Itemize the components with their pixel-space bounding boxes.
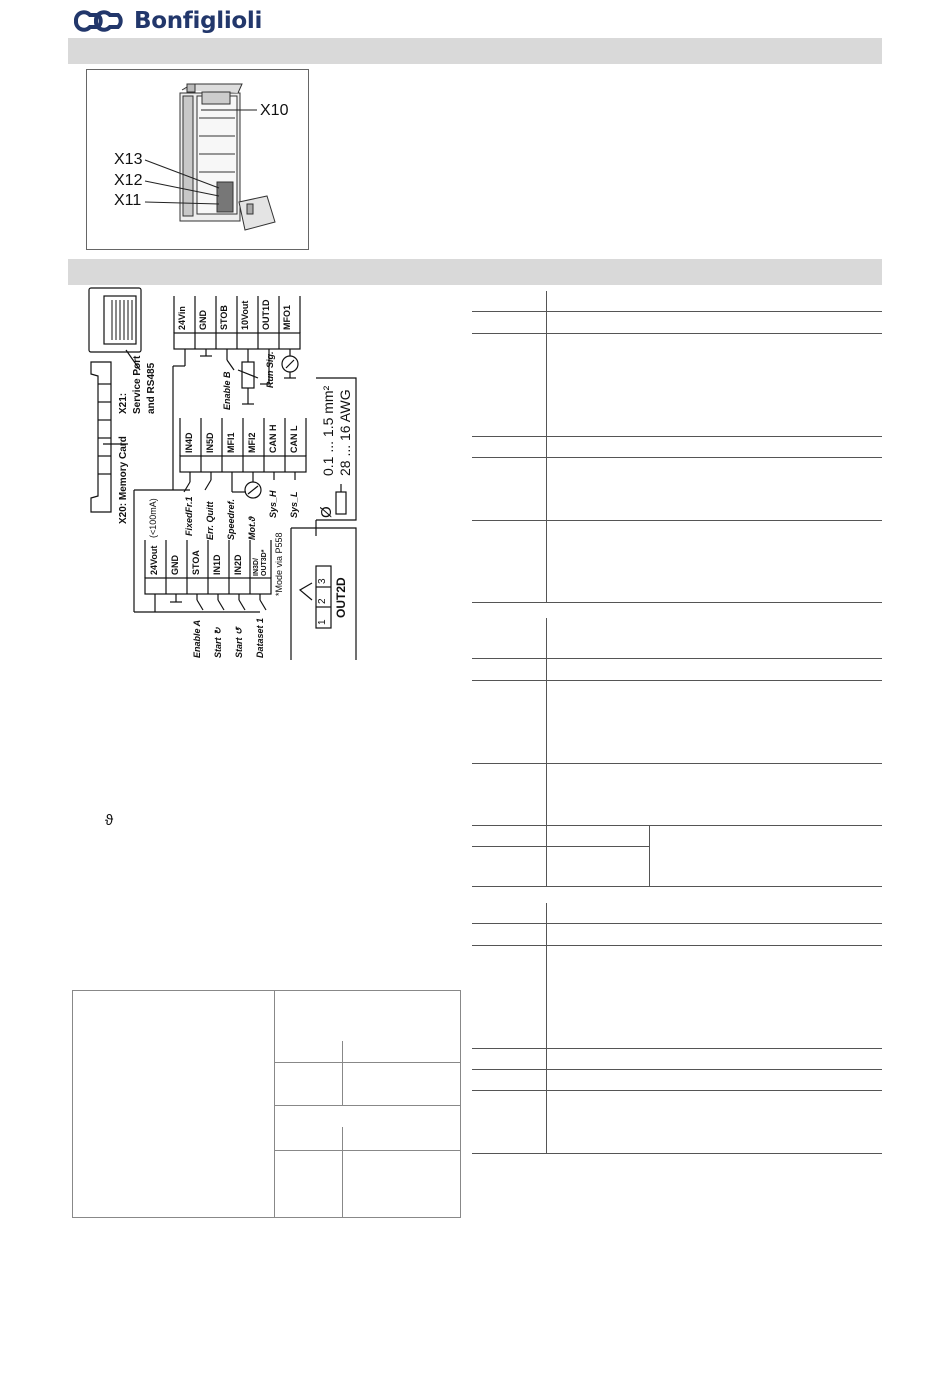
signal-sys-l: Sys_L [289, 491, 299, 518]
pin-gnd-top: GND [198, 310, 208, 330]
pin-can-l: CAN L [289, 425, 299, 453]
out2d-label: OUT2D [334, 577, 348, 618]
wire-diameter-symbol: Ø [318, 506, 335, 518]
brand-name: Bonfiglioli [134, 8, 263, 34]
pin-in2d: IN2D [233, 554, 243, 575]
out2d-pin-1: 1 [317, 619, 328, 625]
signal-start-ccw: Start ↺ [234, 627, 244, 658]
pin-mfi1: MFI1 [226, 432, 236, 453]
signal-mot-theta: Mot.ϑ [247, 516, 257, 540]
pin-can-h: CAN H [268, 424, 278, 453]
pin-out1d: OUT1D [261, 299, 271, 330]
pin-24vout: 24Vout [149, 545, 159, 575]
signal-sys-h: Sys_H [268, 490, 278, 518]
lower-spec-table [72, 990, 461, 1218]
signal-fixedfr1: FixedFr.1 [184, 496, 194, 536]
signal-start-cw: Start ↻ [213, 627, 223, 658]
label-x21: X21: [118, 392, 129, 414]
label-x13: X13 [114, 151, 143, 168]
control-terminal-wiring-diagram [0, 0, 470, 670]
label-mode-note: *Mode via P558 [274, 532, 284, 596]
signal-speedref: Speedref. [226, 498, 236, 540]
signal-dataset-1: Dataset 1 [255, 617, 265, 658]
signal-err-quitt: Err. Quitt [205, 501, 215, 540]
out2d-pin-2: 2 [317, 598, 328, 604]
label-x10: X10 [260, 102, 289, 119]
pin-gnd-bottom: GND [170, 555, 180, 575]
pin-stob: STOB [219, 305, 229, 330]
label-x11: X11 [114, 192, 142, 209]
pin-10vout: 10Vout [240, 300, 250, 330]
pin-in1d: IN1D [212, 554, 222, 575]
out2d-pin-3: 3 [317, 578, 328, 584]
label-x21-rs485: and RS485 [146, 362, 157, 414]
pin-mfo1: MFO1 [282, 304, 292, 330]
pin-24vin: 24Vin [177, 306, 187, 330]
wire-awg-range: 28 ... 16 AWG [337, 389, 353, 476]
pin-mfi2: MFI2 [247, 432, 257, 453]
theta-symbol: ϑ [105, 812, 114, 829]
pin-in5d: IN5D [205, 432, 215, 453]
label-x12: X12 [114, 172, 143, 189]
signal-enable-a: Enable A [192, 619, 202, 658]
pin-stoa: STOA [191, 550, 201, 575]
label-x21-service-port: Service Port [132, 355, 143, 414]
label-x20-memory-card: X20: Memory Card [118, 436, 129, 524]
pin-in3d-out3d: IN3D/ OUT3D* [253, 549, 268, 576]
label-run-sig: Run Sig. [265, 351, 275, 388]
label-enable-b: Enable B [222, 371, 232, 410]
pin-in4d: IN4D [184, 432, 194, 453]
label-current-limit: (<100mA) [148, 498, 158, 538]
wire-cross-section: 0.1 ... 1.5 mm² [320, 385, 336, 476]
